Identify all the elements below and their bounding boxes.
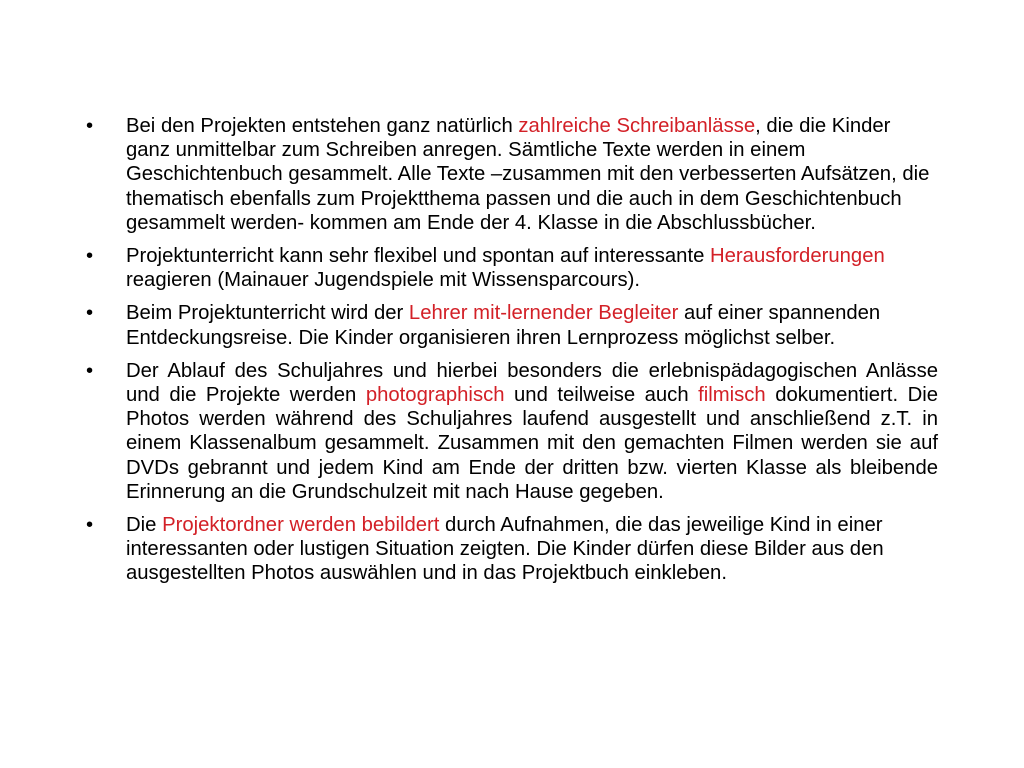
text-segment: dokumentiert. Die Photos werden während des Schuljahres laufend ausgestellt und anschließend z.T. in einem Klassenalbum gesammelt. Zusammen mit den gemachten Filmen werden sie auf DVDs gebrannt und jedem Kind am Ende der dritten bzw. vierten Klasse als bleibende Erinnerung an die Grundschulzeit mit nach Hause gegeben. <box>126 384 938 503</box>
text-segment: Projektunterricht kann sehr flexibel und spontan auf interessante <box>126 245 710 268</box>
text-segment: Die <box>126 514 163 537</box>
highlighted-text: photographisch <box>365 384 505 407</box>
bullet-icon: • <box>86 302 94 325</box>
text-segment: Beim Projektunterricht wird der <box>126 302 409 325</box>
bullet-item-schreibanlaesse <box>86 114 938 235</box>
text-segment: reagieren (Mainauer Jugendspiele mit Wissensparcours). <box>126 269 641 292</box>
bullet-item-herausforderungen <box>86 244 938 292</box>
bullet-text <box>126 245 885 291</box>
bullet-text <box>126 302 880 348</box>
highlighted-text: Herausforderungen <box>710 245 885 268</box>
bullet-icon: • <box>86 359 94 382</box>
highlighted-text: Lehrer mit-lernender Begleiter <box>408 302 679 325</box>
highlighted-text: filmisch <box>698 384 766 407</box>
bullet-text <box>126 360 938 503</box>
text-segment: und teilweise auch <box>504 384 699 407</box>
text-segment: Bei den Projekten entstehen ganz natürlich <box>126 115 519 137</box>
text-segment: , die die Kinder ganz unmittelbar zum Schreiben anregen. Sämtliche Texte werden in einem Geschichtenbuch gesammelt. Alle Texte –zusammen mit den verbesserten Aufsätzen, die thematisch ebenfalls zum Projektthema passen und die auch in dem Geschichtenbuch gesammelt werden- kommen am Ende der 4. Klasse in die Abschlussbücher. <box>126 115 930 234</box>
bullet-icon: • <box>86 115 94 137</box>
bullet-item-lehrer-begleiter <box>86 301 938 349</box>
bullet-icon: • <box>86 514 94 537</box>
bullet-item-projektordner <box>86 513 938 586</box>
bullet-item-dokumentation <box>86 359 938 504</box>
bullet-text <box>126 115 929 234</box>
bullet-text <box>126 514 884 584</box>
text-segment: auf einer spannenden Entdeckungsreise. Die Kinder organisieren ihren Lernprozess möglichst selber. <box>126 302 881 349</box>
text-segment: Der Ablauf des Schuljahres und hierbei besonders die erlebnispädagogischen Anlässe und die Projekte werden <box>126 359 938 407</box>
highlighted-text: zahlreiche Schreibanlässe <box>518 115 756 137</box>
bullet-list <box>86 114 938 595</box>
text-segment: durch Aufnahmen, die das jeweilige Kind in einer interessanten oder lustigen Situation zeigten. Die Kinder dürfen diese Bilder aus den ausgestellten Photos auswählen und in das Projektbuch einkleben. <box>126 514 884 585</box>
highlighted-text: Projektordner werden bebildert <box>162 514 440 537</box>
bullet-icon: • <box>86 245 94 268</box>
